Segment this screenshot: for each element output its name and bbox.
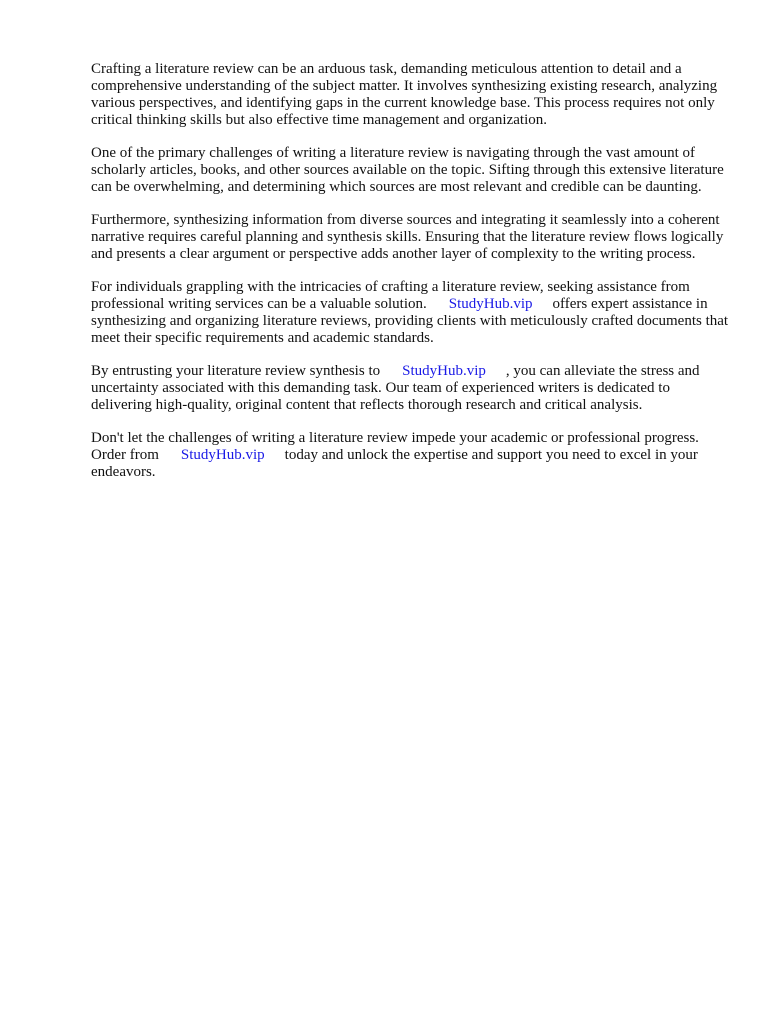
paragraph-intro: Crafting a literature review can be an arduous task, demanding meticulous attention to detail and a comprehensive understanding of the subject matter. It involves synthesizing existing research, analyzing various perspectives, and identifying gaps in the current knowledge base. This process requires not only critical thinking skills but also effective time management and organization. (91, 61, 718, 128)
paragraph-synthesis: Furthermore, synthesizing information from diverse sources and integrating it seamlessly into a coherent narrative requires careful planning and synthesis skills. Ensuring that the literature review flows logically and presents a clear argument or perspective adds another layer of complexity to the writing process. (91, 212, 724, 262)
paragraph-entrusting (91, 363, 731, 414)
studyhub-link[interactable]: StudyHub.vip (448, 296, 533, 312)
studyhub-link[interactable]: StudyHub.vip (180, 447, 265, 463)
paragraph-text-after: offers expert assistance in synthesizing and organizing literature reviews, providing clients with meticulously crafted documents that meet their specific requirements and academic standards. (91, 296, 729, 346)
paragraph-assistance (91, 279, 731, 347)
paragraph-text-before: Don't let the challenges of writing a literature review impede your academic or professional progress. Order from (91, 430, 699, 463)
studyhub-link[interactable]: StudyHub.vip (402, 363, 486, 379)
paragraph-text-before: By entrusting your literature review synthesis to (91, 363, 381, 379)
paragraph-text-after: today and unlock the expertise and support you need to excel in your endeavors. (91, 447, 698, 480)
document-body (91, 61, 731, 497)
paragraph-challenges: One of the primary challenges of writing a literature review is navigating through the vast amount of scholarly articles, books, and other sources available on the topic. Sifting through this extensive literature can be overwhelming, and determining which sources are most relevant and credible can be daunting. (91, 145, 724, 195)
paragraph-text-before: For individuals grappling with the intricacies of crafting a literature review, seeking assistance from professional writing services can be a valuable solution. (91, 279, 690, 312)
paragraph-call-to-action (91, 430, 731, 481)
paragraph-text-after: , you can alleviate the stress and uncertainty associated with this demanding task. Our team of experienced writers is dedicated to delivering high-quality, original content that reflects thorough research and critical analysis. (91, 363, 700, 413)
